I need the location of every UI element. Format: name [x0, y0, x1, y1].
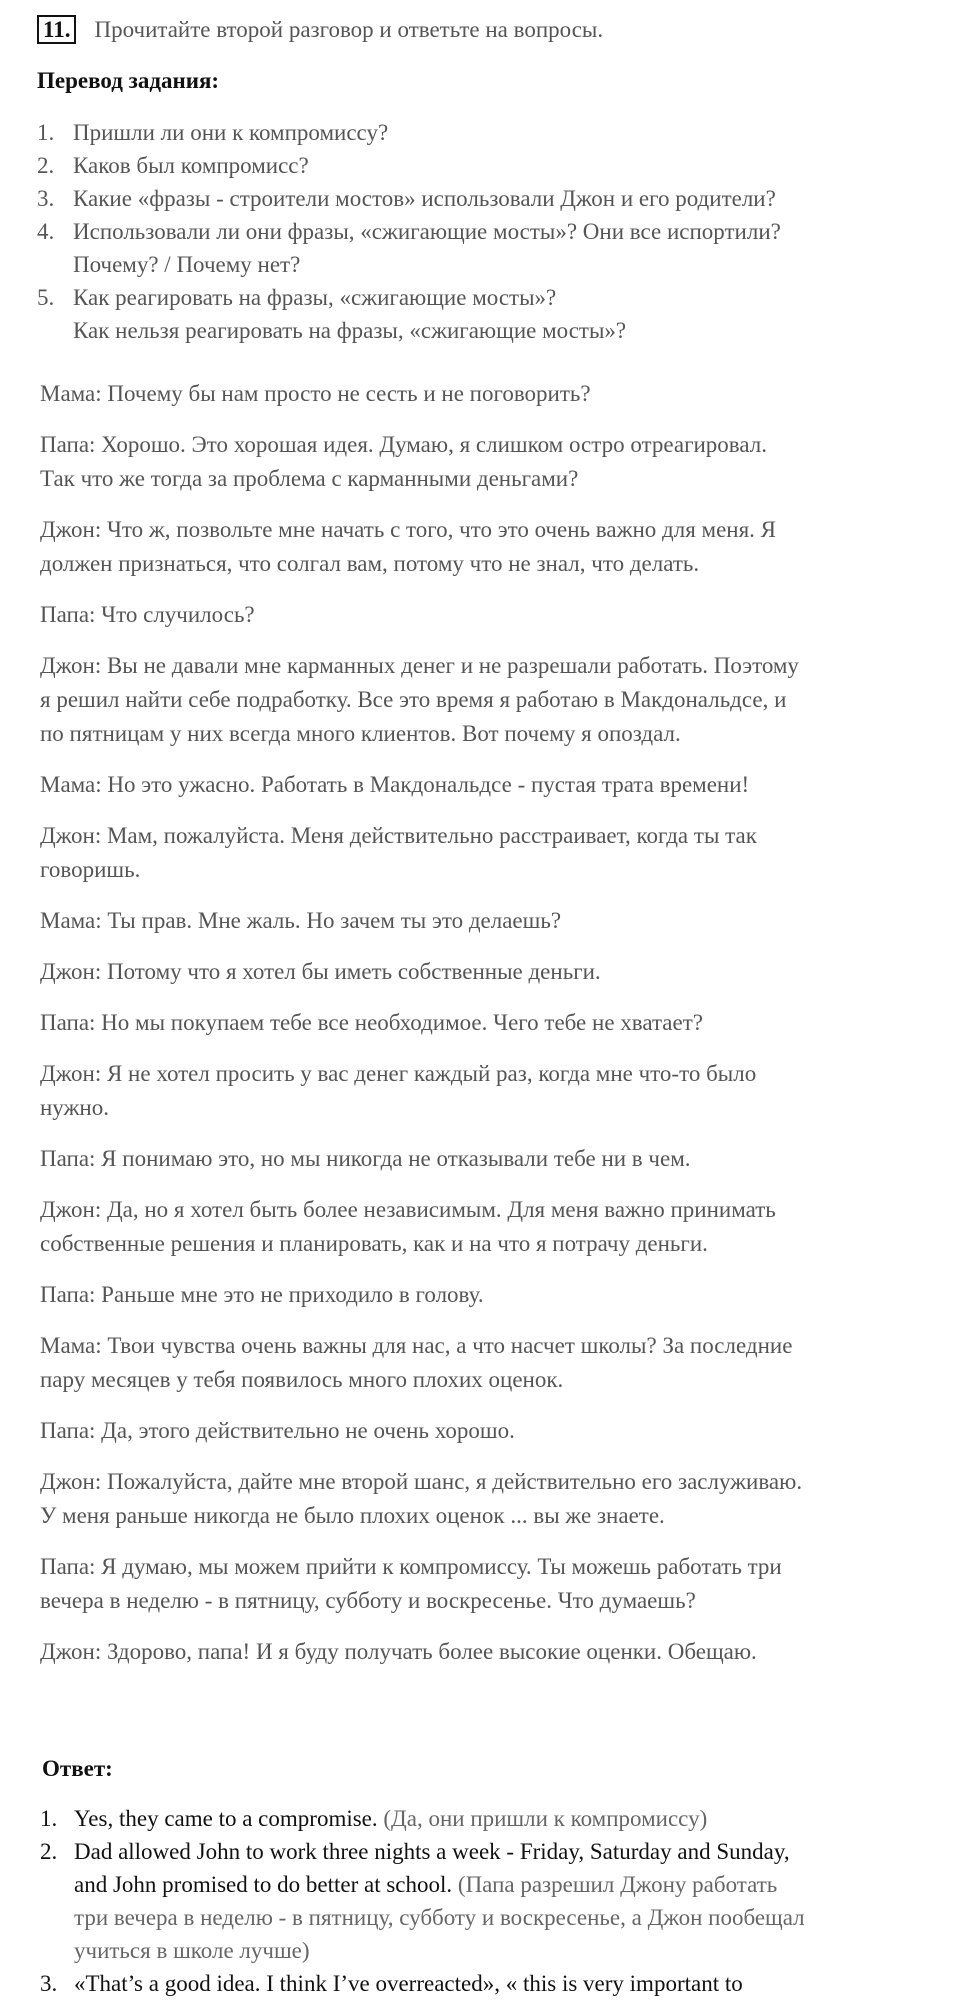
answer-list — [40, 1802, 920, 2000]
dialogue-line: Джон: Да, но я хотел быть более независимым. Для меня важно принимать собственные решения и планировать, как и на что я потрачу деньги. — [40, 1197, 776, 1256]
dialogue-line: Папа: Что случилось? — [40, 602, 255, 627]
translation-heading: Перевод задания: — [37, 68, 220, 93]
question-number: 3. — [37, 186, 55, 211]
question-text: Как реагировать на фразы, «сжигающие мосты»? Как нельзя реагировать на фразы, «сжигающие мосты»? — [73, 285, 627, 343]
dialogue-line: Мама: Ты прав. Мне жаль. Но зачем ты это делаешь? — [40, 908, 562, 933]
dialogue-line: Папа: Хорошо. Это хорошая идея. Думаю, я слишком остро отреагировал. Так что же тогда за проблема с карманными деньгами? — [40, 432, 768, 491]
answer-item — [40, 1802, 920, 1835]
dialogue-line: Джон: Здорово, папа! И я буду получать более высокие оценки. Обещаю. — [40, 1639, 757, 1664]
question-item — [37, 149, 917, 182]
answer-number: 2. — [40, 1839, 58, 1864]
answer-item — [40, 1967, 920, 2000]
task-header — [37, 15, 603, 44]
dialogue-line: Папа: Но мы покупаем тебе все необходимое. Чего тебе не хватает? — [40, 1010, 703, 1035]
dialogue-line: Джон: Я не хотел просить у вас денег каждый раз, когда мне что-то было нужно. — [40, 1061, 757, 1120]
answer-item — [40, 1835, 920, 1967]
question-list — [37, 116, 917, 347]
question-text: Пришли ли они к компромиссу? — [73, 120, 389, 145]
task-number: 11. — [37, 15, 76, 44]
answer-number: 3. — [40, 1971, 58, 1996]
answer-text: Dad allowed John to work three nights a week - Friday, Saturday and Sunday, and John promised to do better at school. (Папа разрешил Джону работать три вечера в неделю - в пятницу, субботу и воскресенье, а Джон пообещал учиться в школе лучше) — [74, 1839, 805, 1963]
question-item — [37, 116, 917, 149]
dialogue-line: Джон: Мам, пожалуйста. Меня действительно расстраивает, когда ты так говоришь. — [40, 823, 757, 882]
dialogue-line: Папа: Я понимаю это, но мы никогда не отказывали тебе ни в чем. — [40, 1146, 691, 1171]
dialogue-line: Джон: Вы не давали мне карманных денег и не разрешали работать. Поэтому я решил найти себе подработку. Все это время я работаю в Макдональдсе, и по пятницам у них всегда много клиентов. Вот почему я опоздал. — [40, 653, 799, 746]
answer-heading: Ответ: — [42, 1756, 113, 1781]
question-number: 2. — [37, 153, 55, 178]
dialogue-line: Папа: Раньше мне это не приходило в голову. — [40, 1282, 484, 1307]
answer-number: 1. — [40, 1806, 58, 1831]
answer-text: «That’s a good idea. I think I’ve overreacted», « this is very important to — [74, 1971, 743, 1996]
question-text: Какие «фразы - строители мостов» использовали Джон и его родители? — [73, 186, 776, 211]
task-instruction: Прочитайте второй разговор и ответьте на вопросы. — [94, 16, 604, 42]
question-text: Каков был компромисс? — [73, 153, 309, 178]
dialogue-line: Папа: Я думаю, мы можем прийти к компромиссу. Ты можешь работать три вечера в неделю - в пятницу, субботу и воскресенье. Что думаешь? — [40, 1554, 782, 1613]
dialogue — [40, 377, 920, 1686]
dialogue-line: Мама: Но это ужасно. Работать в Макдональдсе - пустая трата времени! — [40, 772, 750, 797]
question-text: Использовали ли они фразы, «сжигающие мосты»? Они все испортили? Почему? / Почему нет? — [73, 219, 781, 277]
question-item — [37, 215, 917, 281]
answer-text: Yes, they came to a compromise. (Да, они пришли к компромиссу) — [74, 1806, 708, 1831]
question-number: 1. — [37, 120, 55, 145]
dialogue-line: Мама: Твои чувства очень важны для нас, а что насчет школы? За последние пару месяцев у тебя появилось много плохих оценок. — [40, 1333, 793, 1392]
question-item — [37, 182, 917, 215]
question-number: 5. — [37, 285, 55, 310]
question-number: 4. — [37, 219, 55, 244]
dialogue-line: Джон: Что ж, позвольте мне начать с того, что это очень важно для меня. Я должен признаться, что солгал вам, потому что не знал, что делать. — [40, 517, 777, 576]
dialogue-line: Джон: Пожалуйста, дайте мне второй шанс, я действительно его заслуживаю. У меня раньше никогда не было плохих оценок ... вы же знаете. — [40, 1469, 803, 1528]
dialogue-line: Мама: Почему бы нам просто не сесть и не поговорить? — [40, 381, 591, 406]
question-item — [37, 281, 917, 347]
dialogue-line: Джон: Потому что я хотел бы иметь собственные деньги. — [40, 959, 601, 984]
dialogue-line: Папа: Да, этого действительно не очень хорошо. — [40, 1418, 515, 1443]
